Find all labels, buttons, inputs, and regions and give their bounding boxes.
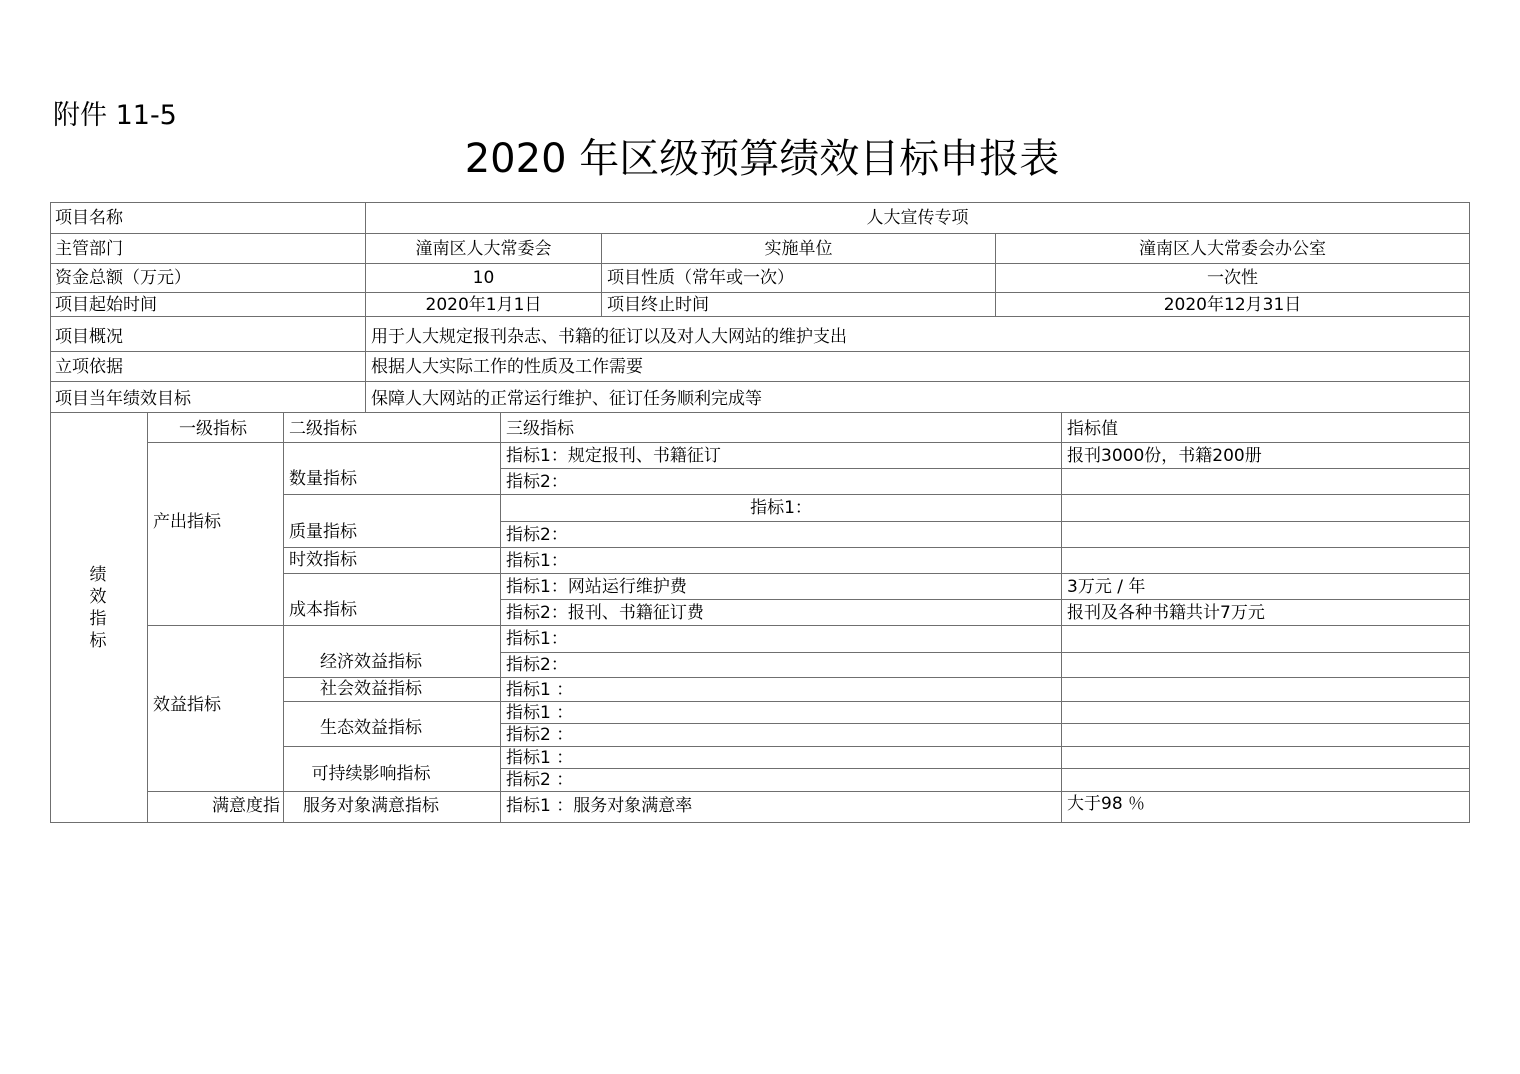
indicator-value [1062, 653, 1469, 677]
indicator-value: 3万元 / 年 [1067, 576, 1146, 597]
dept-value: 潼南区人大常委会 [415, 238, 552, 259]
level3-item: 指标1 ： [506, 702, 574, 723]
goal-label: 项目当年绩效目标 [55, 389, 191, 409]
indicator-value [1062, 747, 1469, 768]
unit-label: 实施单位 [764, 238, 833, 259]
dept-label: 主管部门 [55, 238, 123, 259]
attachment-number: 附件 11-5 [53, 100, 177, 131]
start-label: 项目起始时间 [55, 294, 157, 315]
level2-quality: 质量指标 [289, 522, 357, 542]
level3-item: 指标1： [750, 498, 812, 518]
level3-item: 指标1： [506, 550, 568, 571]
level3-item: 指标2： [506, 471, 568, 492]
header-level2: 二级指标 [289, 418, 357, 439]
indicator-value [1062, 626, 1469, 652]
level1-benefit: 效益指标 [153, 695, 221, 715]
basis-label: 立项依据 [55, 357, 123, 377]
level1-satisfaction: 满意度指 [212, 796, 280, 816]
level2-economic: 经济效益指标 [320, 652, 422, 672]
indicator-value: 报刊3000份，书籍200册 [1067, 445, 1262, 466]
level3-item: 指标1：网站运行维护费 [506, 576, 687, 597]
header-value: 指标值 [1067, 418, 1118, 439]
nature-label: 项目性质（常年或一次） [607, 268, 794, 288]
level2-social: 社会效益指标 [320, 679, 422, 699]
level2-cost: 成本指标 [289, 600, 357, 620]
level1-output: 产出指标 [153, 512, 221, 532]
nature-value: 一次性 [1207, 268, 1258, 288]
level3-item: 指标2： [506, 524, 568, 545]
indicator-value [1062, 724, 1469, 746]
level3-item: 指标1 ：服务对象满意率 [506, 796, 693, 816]
level3-item: 指标2：报刊、书籍征订费 [506, 602, 704, 623]
level3-item: 指标2 ： [506, 770, 574, 790]
level3-item: 指标1 ： [506, 679, 574, 700]
level3-item: 指标2： [506, 655, 568, 675]
page-title: 2020 年区级预算绩效目标申报表 [464, 136, 1060, 182]
project-name-value: 人大宣传专项 [866, 208, 969, 228]
start-value: 2020年1月1日 [425, 294, 542, 315]
indicator-value [1062, 702, 1469, 723]
indicator-value [1062, 769, 1469, 791]
project-name-label: 项目名称 [55, 208, 123, 228]
level2-timeliness: 时效指标 [289, 550, 357, 570]
overview-value: 用于人大规定报刊杂志、书籍的征订以及对人大网站的维护支出 [371, 327, 847, 347]
indicator-section-label: 绩 效 指 标 [89, 565, 107, 651]
level2-quantity: 数量指标 [289, 469, 357, 489]
indicator-value [1062, 495, 1469, 521]
indicator-value: 大于98 ％ [1067, 794, 1146, 814]
indicator-value [1062, 522, 1469, 547]
overview-label: 项目概况 [55, 327, 123, 347]
indicator-value [1062, 678, 1469, 701]
level3-item: 指标1 ： [506, 747, 574, 768]
level3-item: 指标1：规定报刊、书籍征订 [506, 445, 721, 466]
level2-service: 服务对象满意指标 [303, 796, 439, 816]
unit-value: 潼南区人大常委会办公室 [1139, 238, 1326, 259]
fund-label: 资金总额（万元） [55, 268, 191, 288]
level3-item: 指标1： [506, 629, 568, 649]
indicator-value [1062, 548, 1469, 573]
end-value: 2020年12月31日 [1163, 294, 1302, 315]
goal-value: 保障人大网站的正常运行维护、征订任务顺利完成等 [371, 389, 762, 409]
level2-sustainable: 可持续影响指标 [311, 764, 431, 784]
header-level1: 一级指标 [179, 418, 247, 439]
indicator-value [1062, 469, 1469, 494]
level3-item: 指标2 ： [506, 725, 574, 745]
basis-value: 根据人大实际工作的性质及工作需要 [371, 357, 643, 377]
header-level3: 三级指标 [506, 418, 574, 439]
end-label: 项目终止时间 [607, 294, 709, 315]
level2-ecological: 生态效益指标 [320, 718, 422, 738]
indicator-value: 报刊及各种书籍共计7万元 [1067, 602, 1265, 623]
fund-value: 10 [472, 268, 495, 288]
